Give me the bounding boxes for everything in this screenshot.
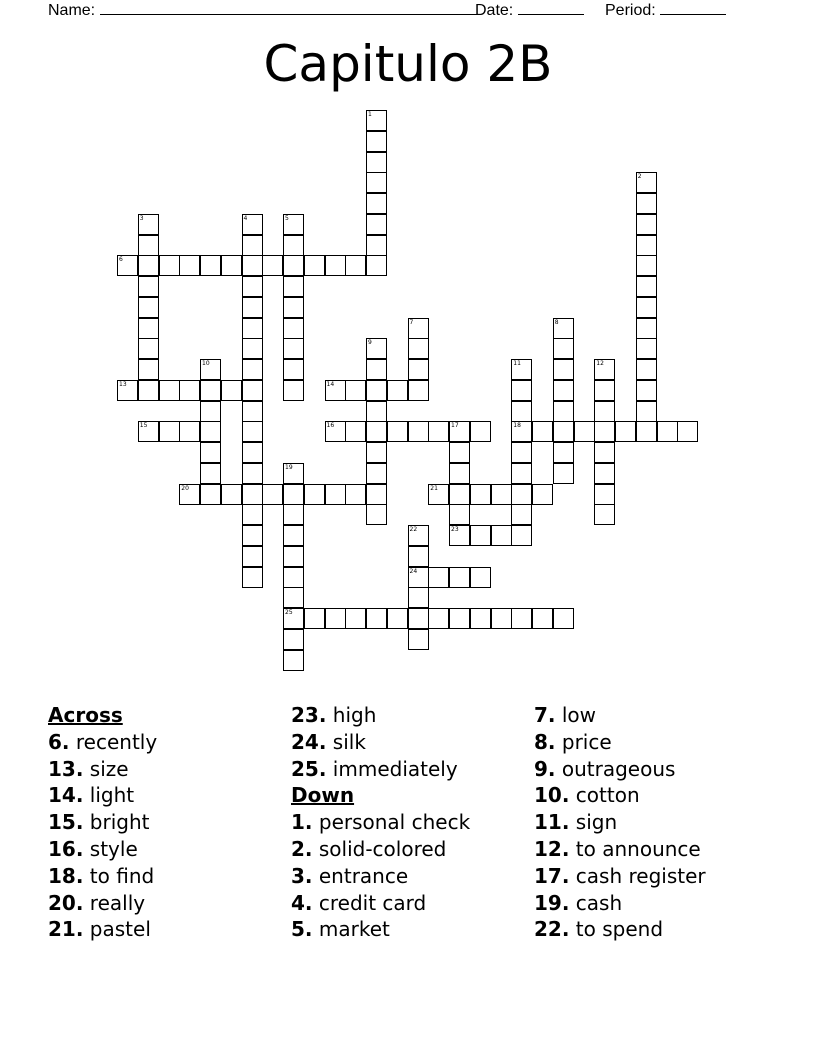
clue-number: 15	[139, 422, 148, 430]
grid-cell[interactable]	[677, 421, 698, 442]
grid-cell[interactable]	[242, 235, 263, 256]
grid-cell[interactable]	[242, 421, 263, 442]
grid-cell[interactable]	[242, 463, 263, 484]
grid-cell[interactable]	[138, 359, 159, 380]
grid-cell[interactable]	[594, 484, 615, 505]
grid-cell[interactable]	[366, 255, 387, 276]
grid-cell[interactable]	[428, 421, 449, 442]
grid-cell[interactable]	[366, 484, 387, 505]
clue-number: 3	[139, 214, 144, 222]
grid-cell[interactable]	[138, 297, 159, 318]
clue-across-25: 25. immediately	[291, 756, 458, 781]
grid-cell[interactable]	[200, 484, 221, 505]
grid-cell[interactable]	[283, 567, 304, 588]
clue-number: 18	[513, 422, 521, 430]
grid-cell[interactable]	[636, 235, 657, 256]
grid-cell[interactable]	[159, 255, 180, 276]
grid-cell[interactable]	[408, 629, 429, 650]
grid-cell[interactable]	[366, 152, 387, 173]
grid-cell[interactable]	[636, 338, 657, 359]
clue-number: 19	[285, 463, 293, 471]
grid-cell[interactable]	[574, 421, 595, 442]
clue-column-2	[291, 702, 531, 943]
grid-cell[interactable]	[366, 214, 387, 235]
grid-cell[interactable]	[615, 421, 636, 442]
grid-cell[interactable]	[242, 567, 263, 588]
grid-cell[interactable]	[200, 421, 221, 442]
clue-across-13: 13. size	[48, 756, 129, 781]
grid-cell[interactable]	[553, 442, 574, 463]
clue-across-14: 14. light	[48, 783, 135, 808]
grid-cell[interactable]	[532, 421, 553, 442]
grid-cell[interactable]	[283, 484, 304, 505]
clue-down-12: 12. to announce	[534, 836, 701, 861]
grid-cell[interactable]	[449, 504, 470, 525]
clue-number: 8	[554, 318, 559, 326]
clue-number: 12	[596, 360, 604, 367]
grid-cell[interactable]	[594, 380, 615, 401]
grid-cell[interactable]	[449, 567, 470, 588]
grid-cell[interactable]	[408, 380, 429, 401]
clue-down-5: 5. market	[291, 917, 390, 942]
grid-cell[interactable]	[200, 380, 221, 401]
grid-cell[interactable]	[366, 172, 387, 193]
grid-cell[interactable]	[594, 463, 615, 484]
grid-cell[interactable]	[138, 338, 159, 359]
grid-cell[interactable]	[428, 567, 449, 588]
grid-cell[interactable]	[657, 421, 678, 442]
grid-cell[interactable]	[325, 608, 346, 629]
clue-down-7: 7. low	[534, 703, 597, 727]
grid-cell[interactable]	[200, 442, 221, 463]
clue-across-6: 6. recently	[48, 729, 158, 754]
grid-cell[interactable]	[283, 504, 304, 525]
grid-cell[interactable]	[242, 442, 263, 463]
grid-cell[interactable]	[636, 401, 657, 422]
grid-cell[interactable]	[366, 608, 387, 629]
grid-cell[interactable]	[138, 380, 159, 401]
grid-cell[interactable]	[408, 359, 429, 380]
grid-cell[interactable]	[636, 193, 657, 214]
grid-cell[interactable]	[470, 608, 491, 629]
grid-cell[interactable]	[325, 484, 346, 505]
clue-number: 1	[368, 111, 372, 118]
clue-column-3	[534, 702, 774, 943]
grid-cell[interactable]	[242, 255, 263, 276]
grid-cell[interactable]	[491, 608, 512, 629]
grid-cell[interactable]	[636, 380, 657, 401]
clue-number: 22	[409, 526, 418, 533]
grid-cell[interactable]	[532, 608, 553, 629]
grid-cell[interactable]	[304, 484, 325, 505]
clue-number: 20	[181, 484, 189, 492]
grid-cell[interactable]	[553, 380, 574, 401]
grid-cell[interactable]	[242, 380, 263, 401]
clue-across-23: 23. high	[291, 703, 377, 727]
grid-cell[interactable]	[636, 421, 657, 442]
grid-cell[interactable]	[594, 401, 615, 422]
grid-cell[interactable]	[470, 525, 491, 546]
clue-across-16: 16. style	[48, 836, 138, 861]
grid-cell[interactable]	[408, 338, 429, 359]
grid-cell[interactable]	[345, 608, 366, 629]
grid-cell[interactable]	[138, 276, 159, 297]
clue-number: 7	[409, 318, 414, 326]
grid-cell[interactable]	[159, 380, 180, 401]
clue-number: 11	[513, 360, 521, 367]
clue-down-17: 17. cash register	[534, 863, 706, 888]
grid-cell[interactable]	[594, 442, 615, 463]
grid-cell[interactable]	[636, 318, 657, 339]
grid-cell[interactable]	[553, 359, 574, 380]
grid-cell[interactable]	[179, 380, 200, 401]
clue-down-11: 11. sign	[534, 810, 618, 835]
grid-cell[interactable]	[221, 380, 242, 401]
grid-cell[interactable]	[366, 401, 387, 422]
clue-down-9: 9. outrageous	[534, 756, 676, 781]
grid-cell[interactable]	[345, 380, 366, 401]
grid-cell[interactable]	[179, 255, 200, 276]
grid-cell[interactable]	[200, 463, 221, 484]
grid-cell[interactable]	[511, 442, 532, 463]
clue-down-2: 2. solid-colored	[291, 836, 447, 861]
clue-number: 13	[119, 380, 127, 388]
clue-down-22: 22. to spend	[534, 917, 664, 942]
grid-cell[interactable]	[283, 629, 304, 650]
grid-cell[interactable]	[470, 421, 491, 442]
grid-cell[interactable]	[242, 276, 263, 297]
grid-cell[interactable]	[553, 608, 574, 629]
grid-cell[interactable]	[345, 255, 366, 276]
clue-number: 6	[119, 256, 123, 264]
grid-cell[interactable]	[366, 380, 387, 401]
clue-across-24: 24. silk	[291, 729, 366, 754]
grid-cell[interactable]	[138, 255, 159, 276]
grid-cell[interactable]	[242, 504, 263, 525]
grid-cell[interactable]	[594, 504, 615, 525]
clue-down-3: 3. entrance	[291, 863, 409, 888]
grid-cell[interactable]	[283, 338, 304, 359]
grid-cell[interactable]	[283, 255, 304, 276]
period-label: Period:	[605, 2, 656, 19]
name-label: Name:	[48, 2, 96, 19]
grid-cell[interactable]	[242, 484, 263, 505]
clue-number: 2	[637, 173, 642, 181]
clue-number: 21	[430, 484, 438, 492]
clue-down-8: 8. price	[534, 729, 612, 754]
grid-cell[interactable]	[387, 380, 408, 401]
grid-cell[interactable]	[138, 318, 159, 339]
clue-column-1	[48, 702, 288, 943]
grid-cell[interactable]	[511, 484, 532, 505]
clue-across-20: 20. really	[48, 890, 146, 915]
clue-down-4: 4. credit card	[291, 890, 427, 915]
grid-cell[interactable]	[491, 525, 512, 546]
grid-cell[interactable]	[366, 442, 387, 463]
grid-cell[interactable]	[511, 608, 532, 629]
grid-cell[interactable]	[470, 567, 491, 588]
grid-cell[interactable]	[304, 255, 325, 276]
clue-number: 14	[326, 380, 335, 388]
grid-cell[interactable]	[283, 546, 304, 567]
grid-cell[interactable]	[491, 484, 512, 505]
down-heading: Down	[291, 783, 355, 808]
grid-cell[interactable]	[283, 525, 304, 546]
page-title: Capitulo 2B	[263, 35, 553, 93]
clue-number: 16	[326, 422, 335, 430]
across-heading: Across	[48, 703, 123, 727]
grid-cell[interactable]	[242, 359, 263, 380]
grid-cell[interactable]	[242, 546, 263, 567]
grid-cell[interactable]	[262, 255, 283, 276]
grid-cell[interactable]	[366, 463, 387, 484]
grid-cell[interactable]	[408, 421, 429, 442]
grid-cell[interactable]	[200, 255, 221, 276]
clue-number: 4	[243, 214, 248, 222]
grid-cell[interactable]	[242, 525, 263, 546]
grid-cell[interactable]	[470, 484, 491, 505]
grid-cell[interactable]	[408, 546, 429, 567]
grid-cell[interactable]	[283, 587, 304, 608]
grid-cell[interactable]	[304, 608, 325, 629]
grid-cell[interactable]	[242, 401, 263, 422]
grid-cell[interactable]	[138, 235, 159, 256]
grid-cell[interactable]	[325, 255, 346, 276]
grid-cell[interactable]	[636, 359, 657, 380]
grid-cell[interactable]	[511, 463, 532, 484]
clue-number: 17	[451, 422, 459, 430]
grid-cell[interactable]	[242, 297, 263, 318]
clue-number: 9	[368, 339, 372, 347]
grid-cell[interactable]	[408, 608, 429, 629]
grid-cell[interactable]	[345, 421, 366, 442]
clue-number: 10	[202, 360, 210, 367]
grid-cell[interactable]	[366, 193, 387, 214]
grid-cell[interactable]	[636, 276, 657, 297]
grid-cell[interactable]	[283, 380, 304, 401]
grid-cell[interactable]	[449, 463, 470, 484]
clue-number: 5	[285, 214, 289, 222]
grid-cell[interactable]	[242, 338, 263, 359]
grid-cell[interactable]	[366, 504, 387, 525]
grid-cell[interactable]	[511, 525, 532, 546]
grid-cell[interactable]	[387, 608, 408, 629]
grid-cell[interactable]	[366, 131, 387, 152]
grid-cell[interactable]	[594, 421, 615, 442]
clue-number: 24	[409, 567, 418, 575]
grid-cell[interactable]	[221, 484, 242, 505]
grid-cell[interactable]	[449, 608, 470, 629]
grid-cell[interactable]	[179, 421, 200, 442]
grid-cell[interactable]	[262, 484, 283, 505]
grid-cell[interactable]	[242, 318, 263, 339]
grid-cell[interactable]	[221, 255, 242, 276]
grid-cell[interactable]	[636, 297, 657, 318]
grid-cell[interactable]	[636, 255, 657, 276]
grid-cell[interactable]	[449, 442, 470, 463]
grid-cell[interactable]	[366, 235, 387, 256]
grid-cell[interactable]	[553, 463, 574, 484]
grid-cell[interactable]	[511, 380, 532, 401]
grid-cell[interactable]	[553, 421, 574, 442]
grid-cell[interactable]	[283, 318, 304, 339]
grid-cell[interactable]	[366, 421, 387, 442]
grid-cell[interactable]	[283, 650, 304, 671]
grid-cell[interactable]	[532, 484, 553, 505]
grid-cell[interactable]	[428, 608, 449, 629]
grid-cell[interactable]	[636, 214, 657, 235]
clue-down-10: 10. cotton	[534, 783, 640, 808]
grid-cell[interactable]	[511, 504, 532, 525]
grid-cell[interactable]	[200, 401, 221, 422]
grid-cell[interactable]	[366, 359, 387, 380]
grid-cell[interactable]	[345, 484, 366, 505]
clue-across-18: 18. to find	[48, 863, 155, 888]
grid-cell[interactable]	[511, 401, 532, 422]
grid-cell[interactable]	[283, 359, 304, 380]
grid-cell[interactable]	[408, 587, 429, 608]
grid-cell[interactable]	[553, 401, 574, 422]
clue-number: 23	[451, 526, 459, 533]
grid-cell[interactable]	[283, 297, 304, 318]
grid-cell[interactable]	[553, 338, 574, 359]
date-label: Date:	[475, 2, 514, 19]
grid-cell[interactable]	[387, 421, 408, 442]
clue-across-21: 21. pastel	[48, 917, 151, 942]
clue-across-15: 15. bright	[48, 810, 150, 835]
grid-cell[interactable]	[283, 276, 304, 297]
grid-cell[interactable]	[449, 484, 470, 505]
clue-down-1: 1. personal check	[291, 810, 471, 835]
clue-down-19: 19. cash	[534, 890, 623, 915]
grid-cell[interactable]	[283, 235, 304, 256]
clue-number: 25	[285, 609, 293, 616]
grid-cell[interactable]	[159, 421, 180, 442]
